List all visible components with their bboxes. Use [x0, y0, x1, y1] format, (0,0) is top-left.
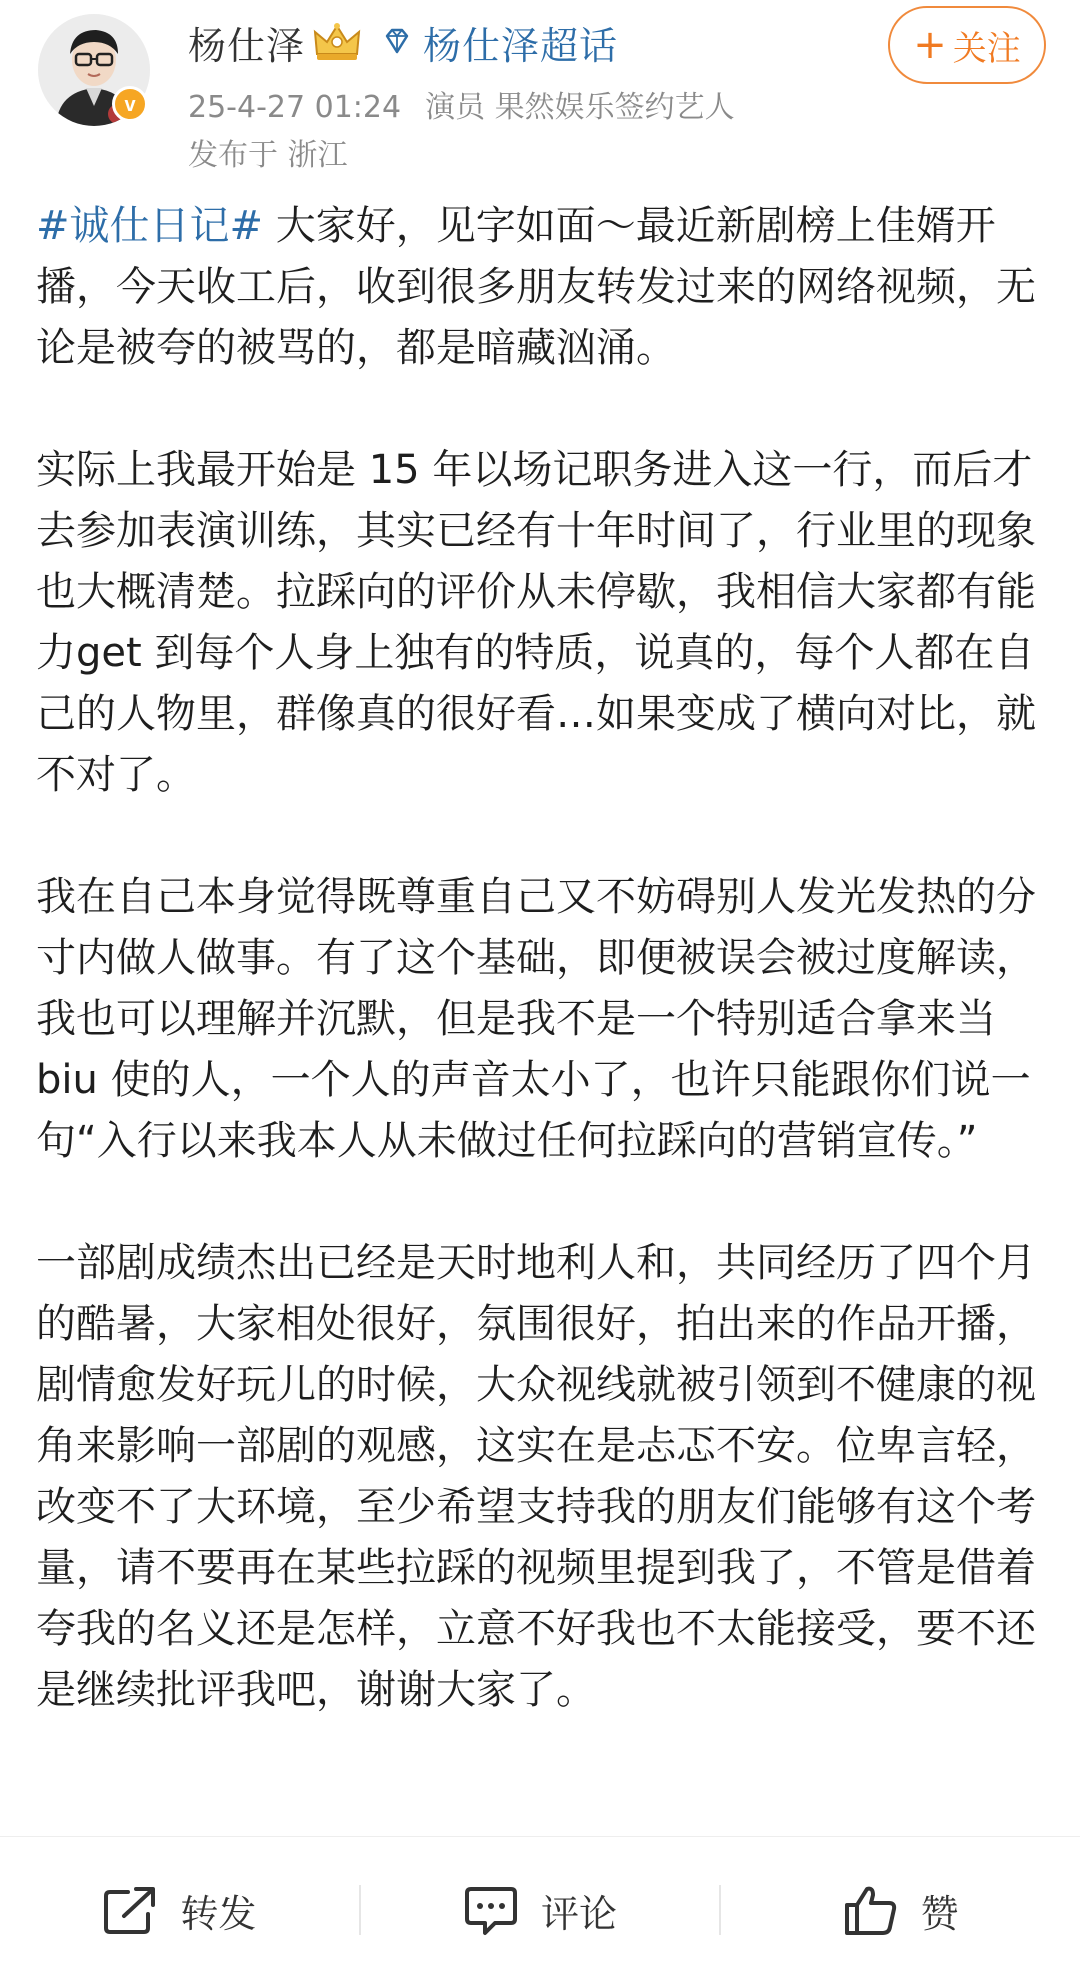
- like-button[interactable]: [721, 1837, 1080, 1983]
- supertopic-link[interactable]: 杨仕泽超话: [423, 23, 619, 68]
- like-icon: [843, 1883, 899, 1937]
- post-header: [0, 0, 1080, 180]
- hashtag-link[interactable]: #诚仕日记#: [36, 203, 264, 249]
- action-bar: [0, 1836, 1080, 1983]
- verified-badge-icon: [112, 86, 148, 122]
- post-paragraph-2: 实际上我最开始是 15 年以场记职务进入这一行，而后才去参加表演训练，其实已经有十年时间了，行业里的现象也大概清楚。拉踩向的评价从未停歇，我相信大家都有能力get 到每个人身上独有的特质，说真的，每个人都在自己的人物里，群像真的很好看…如果变成了横向对比，就不对了。: [36, 447, 1036, 798]
- crown-badge-icon[interactable]: [311, 20, 363, 64]
- like-label: 赞: [920, 1891, 959, 1936]
- author-role: 演员 果然娱乐签约艺人: [425, 90, 735, 125]
- paragraph-text: 大家好，见字如面～最近新剧榜上佳婿开播，今天收工后，收到很多朋友转发过来的网络视频，无论是被夸的被骂的，都是暗藏汹涌。: [36, 203, 1036, 371]
- post-location: 发布于 浙江: [188, 138, 348, 173]
- follow-label: 关注: [952, 28, 1021, 69]
- repost-label: 转发: [180, 1891, 257, 1936]
- post-paragraph-4: 一部剧成绩杰出已经是天时地利人和，共同经历了四个月的酷暑，大家相处很好，氛围很好，拍出来的作品开播，剧情愈发好玩儿的时候，大众视线就被引领到不健康的视角来影响一部剧的观感，这实在是忐忑不安。位卑言轻，改变不了大环境，至少希望支持我的朋友们能够有这个考量，请不要再在某些拉踩的视频里提到我了，不管是借着夸我的名义还是怎样，立意不好我也不太能接受，要不还是继续批评我吧，谢谢大家了。: [36, 1240, 1036, 1713]
- plus-icon: +: [913, 22, 947, 68]
- repost-button[interactable]: [0, 1837, 359, 1983]
- author-row: [188, 12, 618, 72]
- post-paragraph-1: [36, 196, 1046, 379]
- post-body: [36, 196, 1046, 1721]
- supertopic-diamond-icon: [379, 24, 415, 60]
- svg-text:v: v: [124, 94, 136, 116]
- comment-button[interactable]: [361, 1837, 720, 1983]
- author-name[interactable]: 杨仕泽: [188, 23, 306, 68]
- repost-icon: [102, 1884, 158, 1936]
- follow-button[interactable]: [888, 6, 1046, 84]
- post-timestamp: 25-4-27 01:24: [188, 90, 402, 125]
- comment-icon: [463, 1883, 519, 1937]
- post-meta: [188, 82, 735, 126]
- post-paragraph-3: 我在自己本身觉得既尊重自己又不妨碍别人发光发热的分寸内做人做事。有了这个基础，即便被误会被过度解读，我也可以理解并沉默，但是我不是一个特别适合拿来当 biu 使的人，一个人的声音太小了，也许只能跟你们说一句“入行以来我本人从未做过任何拉踩向的营销宣传。”: [36, 874, 1036, 1164]
- comment-label: 评论: [541, 1891, 618, 1936]
